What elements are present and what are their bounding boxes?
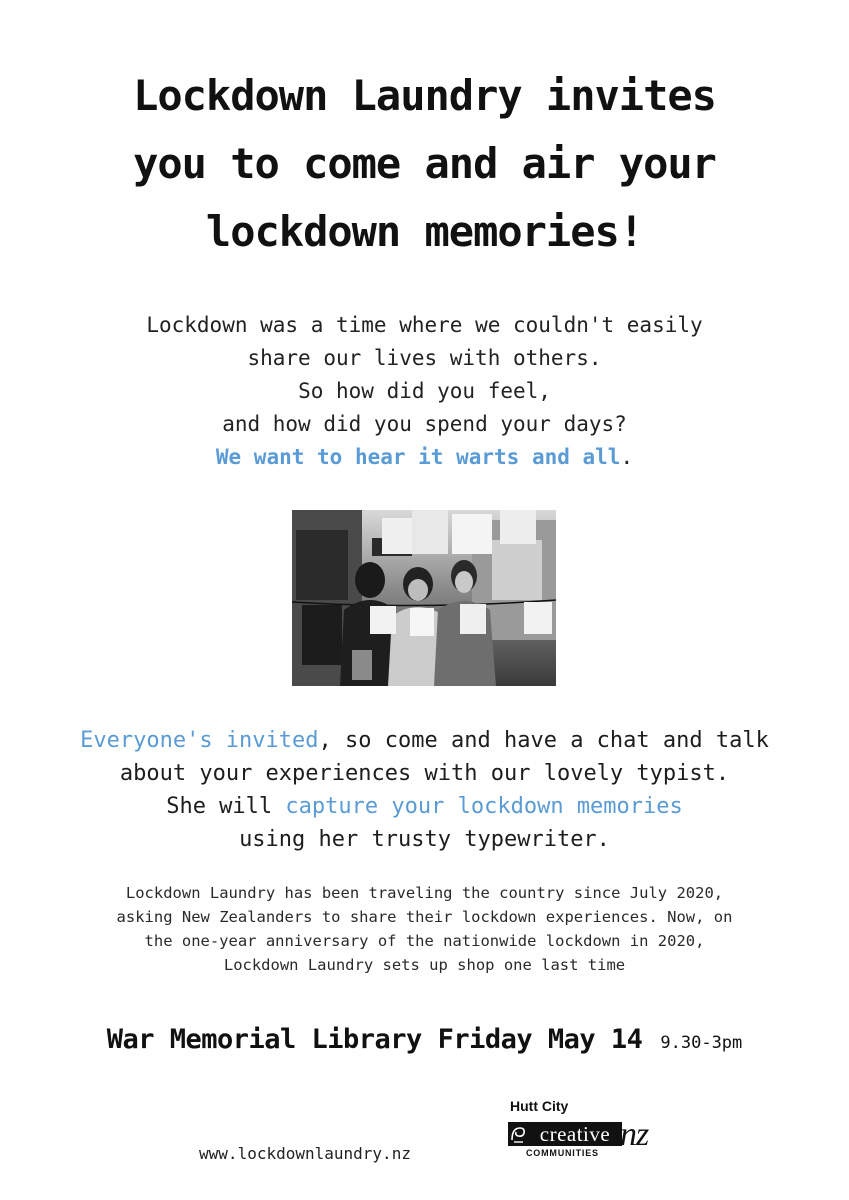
invite-line-3 xyxy=(30,790,819,823)
history-line-3: the one-year anniversary of the nationwide lockdown in 2020, xyxy=(144,932,705,950)
headline-line-2: you to come and air your xyxy=(133,139,716,188)
intro-text xyxy=(40,309,809,474)
history-line-1: Lockdown Laundry has been traveling the country since July 2020, xyxy=(125,884,724,902)
intro-period: . xyxy=(620,445,634,469)
photo-three-women-with-laundry-line xyxy=(292,510,556,686)
history-line-2: asking New Zealanders to share their lockdown experiences. Now, on xyxy=(116,908,733,926)
intro-line-4: and how did you spend your days? xyxy=(222,412,627,436)
history-line-4: Lockdown Laundry sets up shop one last time xyxy=(223,956,626,974)
invite-text xyxy=(30,724,819,856)
sponsor-communities-word: COMMUNITIES xyxy=(526,1148,599,1158)
invite-line-1-rest: , so come and have a chat and talk xyxy=(318,728,769,753)
event-details xyxy=(30,1024,819,1055)
invite-highlight-2: capture your lockdown memories xyxy=(285,794,683,819)
sponsor-logo-block xyxy=(508,1098,688,1168)
swirl-icon xyxy=(508,1122,528,1146)
website-link[interactable]: www.lockdownlaundry.nz xyxy=(199,1144,411,1163)
headline-line-3: lockdown memories! xyxy=(205,207,644,256)
invite-line-2: about your experiences with our lovely typist. xyxy=(119,761,730,786)
invite-highlight-1: Everyone's invited xyxy=(80,728,319,753)
intro-line-2: share our lives with others. xyxy=(247,346,602,370)
sponsor-city: Hutt City xyxy=(510,1098,569,1114)
invite-line-3-start: She will xyxy=(166,794,286,819)
sponsor-creative-word: creative xyxy=(528,1122,622,1146)
history-text xyxy=(30,881,819,977)
intro-line-3: So how did you feel, xyxy=(298,379,551,403)
headline xyxy=(40,62,809,266)
headline-line-1: Lockdown Laundry invites xyxy=(133,71,716,120)
invite-line-1 xyxy=(30,724,819,757)
event-venue-date: War Memorial Library Friday May 14 xyxy=(106,1024,643,1055)
creative-nz-logo xyxy=(508,1116,678,1164)
invite-line-4: using her trusty typewriter. xyxy=(239,827,610,852)
intro-line-5 xyxy=(40,441,809,474)
sponsor-nz-word: nz xyxy=(620,1116,649,1153)
event-time: 9.30-3pm xyxy=(660,1033,743,1053)
intro-line-1: Lockdown was a time where we couldn't easily xyxy=(146,313,703,337)
intro-highlight: We want to hear it warts and all xyxy=(215,445,621,469)
